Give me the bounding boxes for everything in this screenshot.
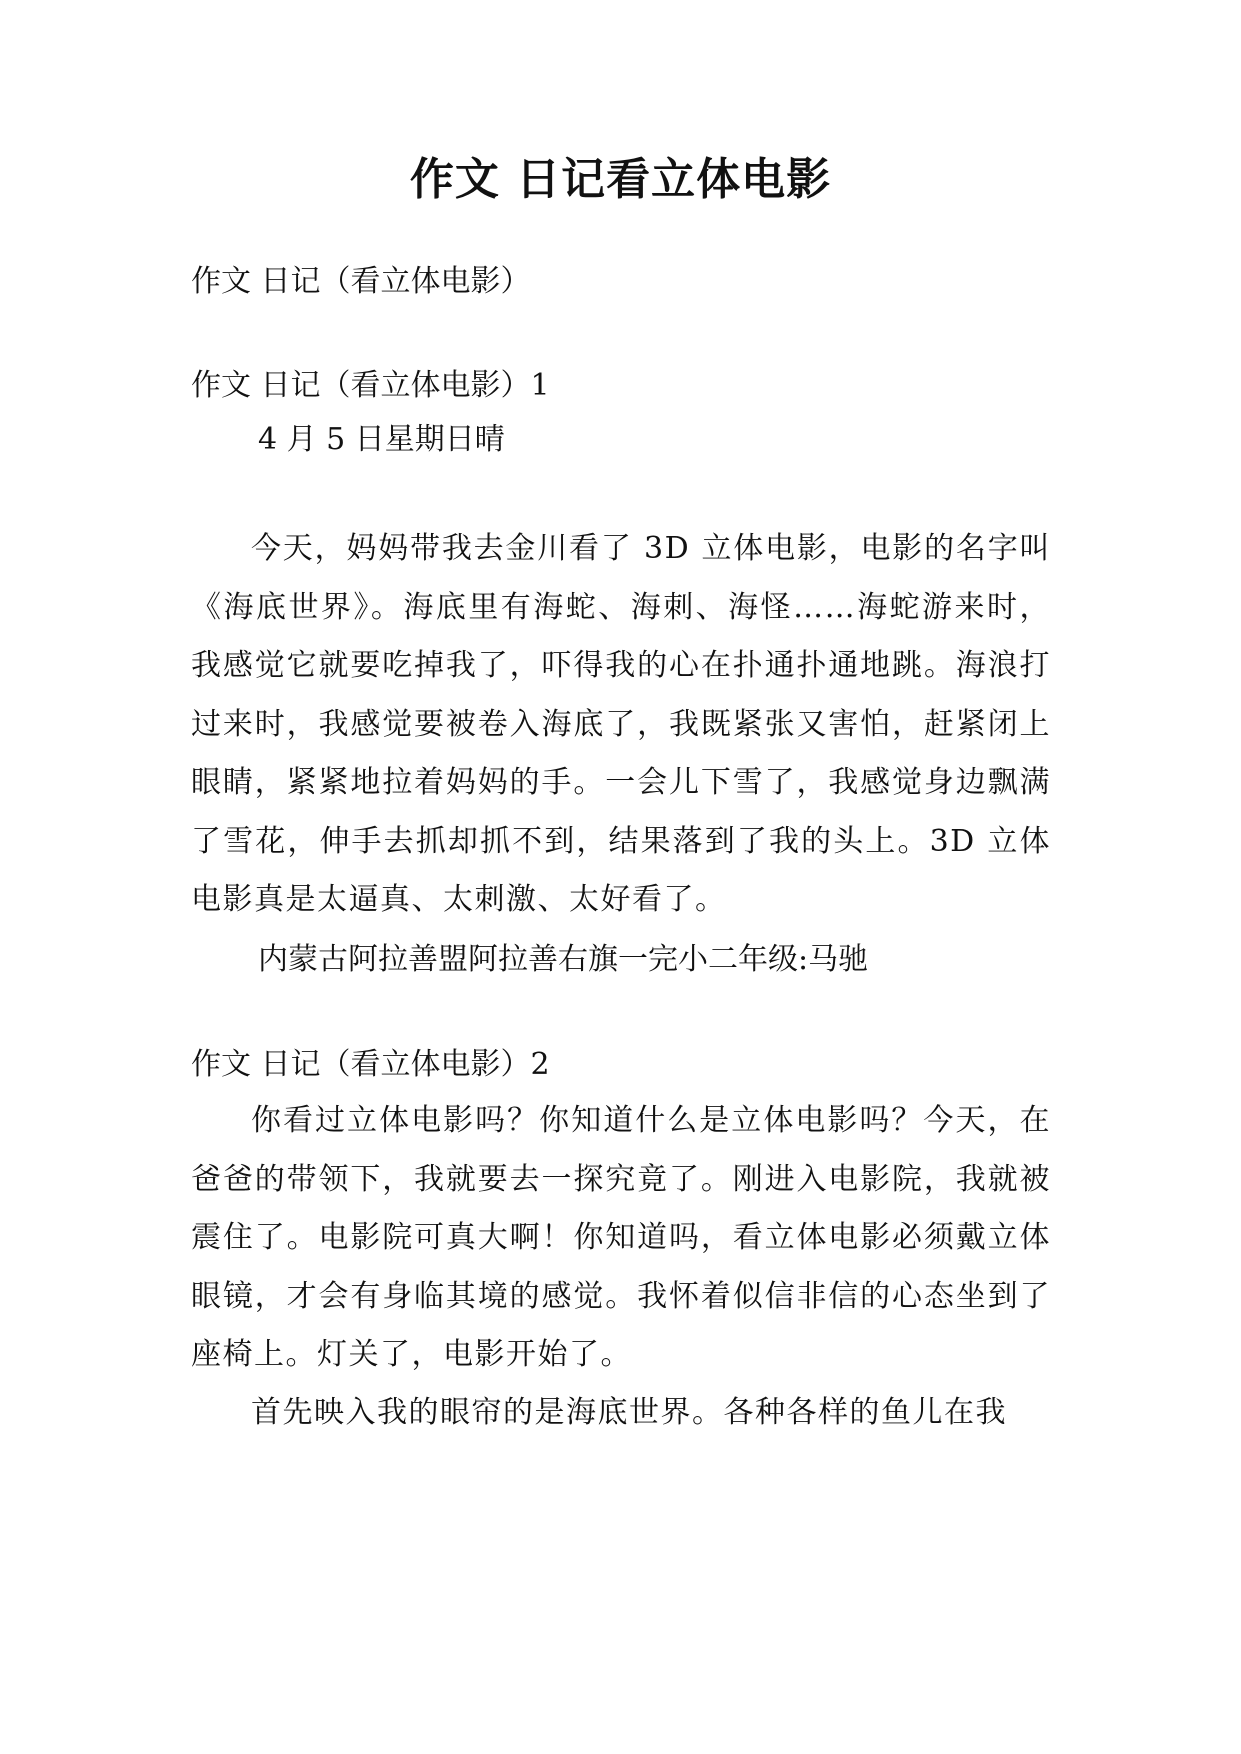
entry1-heading: 作文 日记（看立体电影）1 [191, 368, 550, 403]
entry1-author: 内蒙古阿拉善盟阿拉善右旗一完小二年级:马驰 [258, 942, 869, 977]
entry1-body: 今天，妈妈带我去金川看了 3D 立体电影，电影的名字叫《海底世界》。海底里有海蛇、海刺、海怪……海蛇游来时，我感觉它就要吃掉我了，吓得我的心在扑通扑通地跳。海浪打过来时，我感觉要被卷入海底了，我既紧张又害怕，赶紧闭上眼睛，紧紧地拉着妈妈的手。一会儿下雪了，我感觉身边飘满了雪花，伸手去抓却抓不到，结果落到了我的头上。3D 立体电影真是太逼真、太刺激、太好看了。 [191, 531, 1051, 917]
page-title: 作文 日记看立体电影 [409, 154, 832, 205]
document-subtitle: 作文 日记（看立体电影） [191, 264, 531, 299]
entry2-body-paragraph-1: 你看过立体电影吗？你知道什么是立体电影吗？今天，在爸爸的带领下，我就要去一探究竟了。刚进入电影院，我就被震住了。电影院可真大啊！你知道吗，看立体电影必须戴立体眼镜，才会有身临其境的感觉。我怀着似信非信的心态坐到了座椅上。灯关了，电影开始了。 [191, 1103, 1051, 1372]
entry1-date: 4 月 5 日星期日晴 [258, 422, 505, 457]
entry2-body-paragraph-2: 首先映入我的眼帘的是海底世界。各种各样的鱼儿在我 [251, 1395, 1007, 1430]
entry2-heading: 作文 日记（看立体电影）2 [191, 1047, 550, 1082]
